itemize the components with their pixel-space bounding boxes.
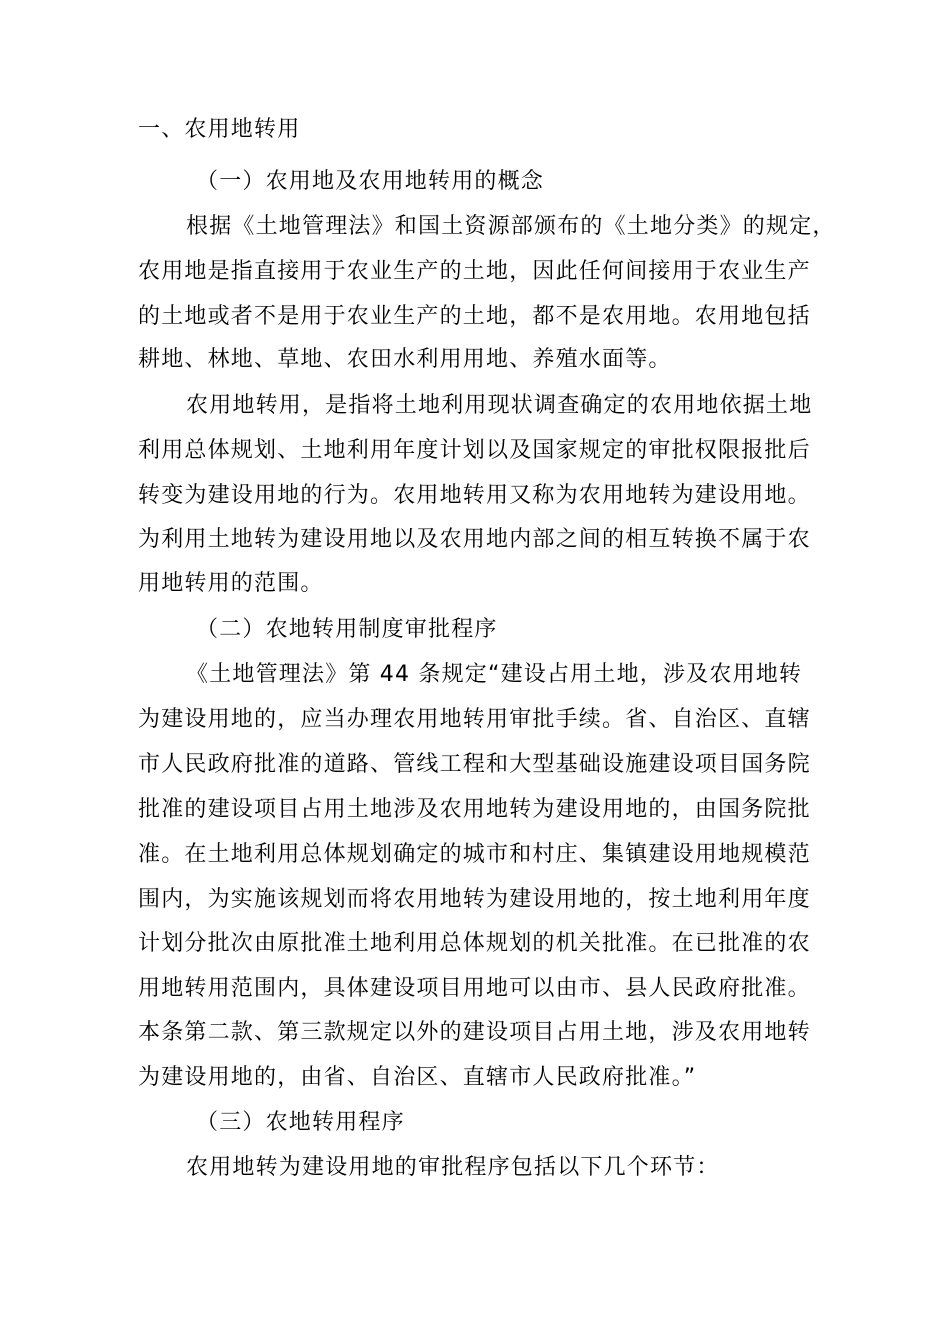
paragraph-line: 《土地管理法》第 44 条规定“建设占用土地，涉及农用地转	[186, 662, 803, 687]
paragraph-line: 计划分批次由原批准土地利用总体规划的机关批准。在已批准的农	[138, 931, 811, 956]
heading-1: 一、农用地转用	[138, 117, 301, 142]
paragraph-line: 市人民政府批准的道路、管线工程和大型基础设施建设项目国务院	[138, 752, 811, 777]
section-2-heading: （二）农地转用制度审批程序	[196, 617, 498, 642]
paragraph-line: 围内，为实施该规划而将农用地转为建设用地的，按土地利用年度	[138, 887, 811, 912]
paragraph-line: 的土地或者不是用于农业生产的土地，都不是农用地。农用地包括	[138, 304, 811, 329]
paragraph-line: 转变为建设用地的行为。农用地转用又称为农用地转为建设用地。	[138, 483, 811, 508]
paragraph-line: 为利用土地转为建设用地以及农用地内部之间的相互转换不属于农	[138, 527, 811, 552]
section-3-heading: （三）农地转用程序	[196, 1110, 405, 1135]
paragraph-line: 准。在土地利用总体规划确定的城市和村庄、集镇建设用地规模范	[138, 842, 811, 867]
paragraph-line: 农用地转为建设用地的审批程序包括以下几个环节：	[186, 1155, 720, 1180]
section-1-heading: （一）农用地及农用地转用的概念	[196, 169, 545, 194]
paragraph-line: 用地转用的范围。	[138, 571, 324, 596]
paragraph-line: 为建设用地的，由省、自治区、直辖市人民政府批准。”	[138, 1065, 697, 1090]
paragraph-line: 根据《土地管理法》和国土资源部颁布的《土地分类》的规定，	[186, 214, 836, 239]
paragraph-line: 用地转用范围内，具体建设项目用地可以由市、县人民政府批准。	[138, 976, 811, 1001]
paragraph-line: 本条第二款、第三款规定以外的建设项目占用土地，涉及农用地转	[138, 1020, 811, 1045]
paragraph-line: 为建设用地的，应当办理农用地转用审批手续。省、自治区、直辖	[138, 707, 811, 732]
paragraph-line: 利用总体规划、土地利用年度计划以及国家规定的审批权限报批后	[138, 438, 811, 463]
paragraph-line: 耕地、林地、草地、农田水利用用地、养殖水面等。	[138, 347, 672, 372]
paragraph-line: 批准的建设项目占用土地涉及农用地转为建设用地的，由国务院批	[138, 797, 811, 822]
paragraph-line: 农用地是指直接用于农业生产的土地，因此任何间接用于农业生产	[138, 259, 811, 284]
paragraph-line: 农用地转用，是指将土地利用现状调查确定的农用地依据土地	[186, 393, 813, 418]
